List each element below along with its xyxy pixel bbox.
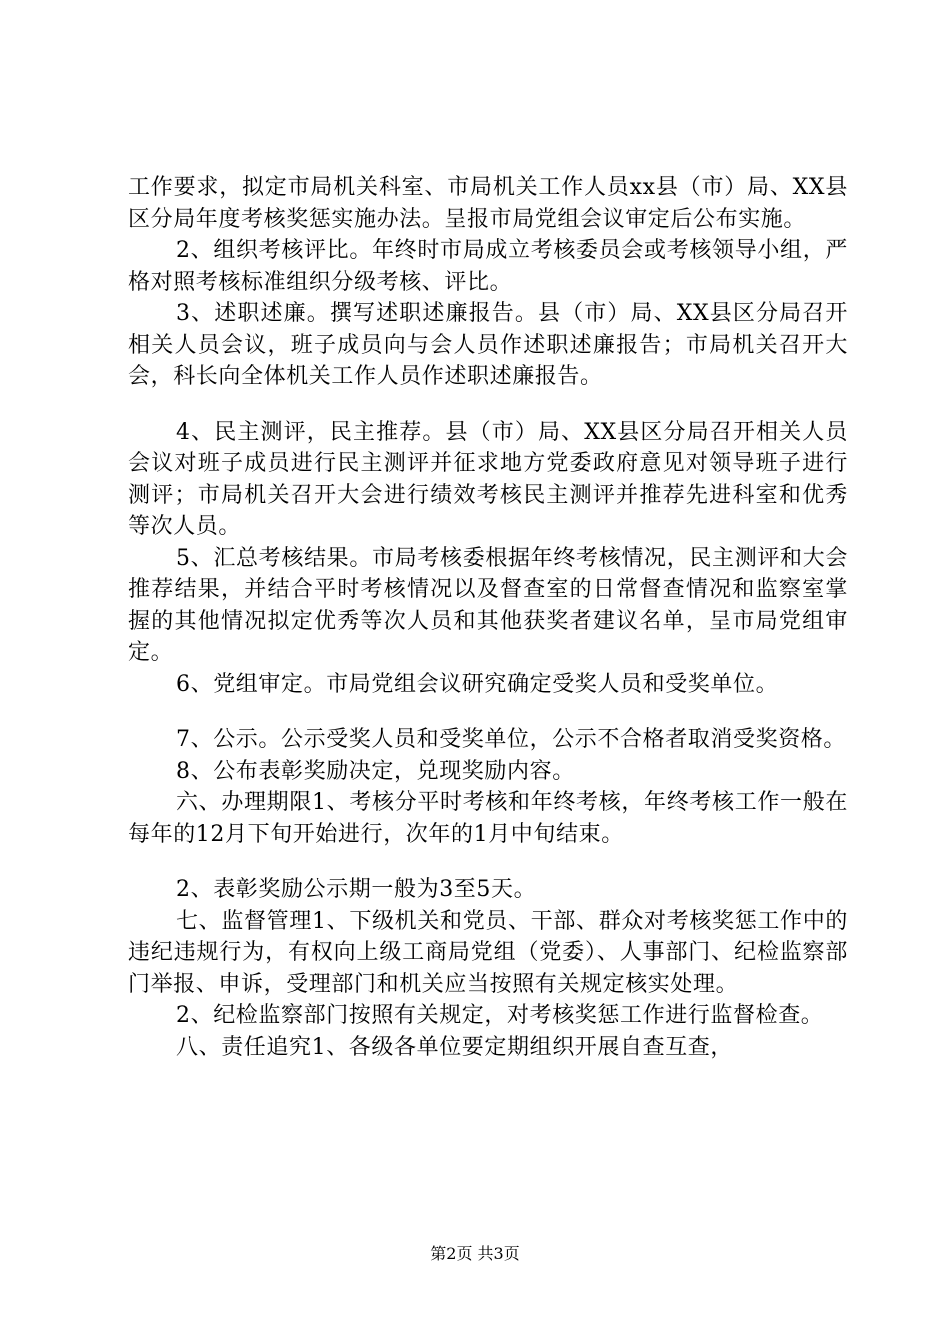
paragraph: 六、办理期限1、考核分平时考核和年终考核，年终考核工作一般在每年的12月下旬开始进行，次年的1月中旬结束。 bbox=[128, 790, 848, 847]
paragraph: 2、纪检监察部门按照有关规定，对考核奖惩工作进行监督检查。 bbox=[176, 1003, 824, 1028]
document-body bbox=[128, 172, 848, 1063]
paragraph: 6、党组审定。市局党组会议研究确定受奖人员和受奖单位。 bbox=[176, 671, 779, 697]
paragraph: 七、监督管理1、下级机关和党员、干部、群众对考核奖惩工作中的违纪违规行为，有权向上级工商局党组（党委）、人事部门、纪检监察部门举报、申诉，受理部门和机关应当按照有关规定核实处理。 bbox=[128, 908, 848, 997]
paragraph: 8、公布表彰奖励决定，兑现奖励内容。 bbox=[176, 758, 575, 784]
paragraph: 7、公示。公示受奖人员和受奖单位，公示不合格者取消受奖资格。 bbox=[176, 727, 846, 752]
page-number-footer: 第2页 共3页 bbox=[430, 1244, 520, 1263]
paragraph: 4、民主测评，民主推荐。县（市）局、XX县区分局召开相关人员会议对班子成员进行民主测评并征求地方党委政府意见对领导班子进行测评；市局机关召开大会进行绩效考核民主测评并推荐先进科室和优秀等次人员。 bbox=[128, 419, 848, 539]
paragraph: 2、表彰奖励公示期一般为3至5天。 bbox=[176, 877, 537, 902]
paragraph: 2、组织考核评比。年终时市局成立考核委员会或考核领导小组，严格对照考核标准组织分级考核、评比。 bbox=[128, 238, 848, 295]
paragraph: 八、责任追究1、各级各单位要定期组织开展自查互查， bbox=[176, 1034, 733, 1060]
paragraph: 5、汇总考核结果。市局考核委根据年终考核情况，民主测评和大会推荐结果，并结合平时考核情况以及督查室的日常督查情况和监察室掌握的其他情况拟定优秀等次人员和其他获奖者建议名单，呈市局党组审定。 bbox=[128, 545, 848, 665]
paragraph: 工作要求，拟定市局机关科室、市局机关工作人员xx县（市）局、XX县区分局年度考核奖惩实施办法。呈报市局党组会议审定后公布实施。 bbox=[128, 175, 848, 232]
paragraph: 3、述职述廉。撰写述职述廉报告。县（市）局、XX县区分局召开相关人员会议，班子成员向与会人员作述职述廉报告；市局机关召开大会，科长向全体机关工作人员作述职述廉报告。 bbox=[128, 301, 848, 389]
